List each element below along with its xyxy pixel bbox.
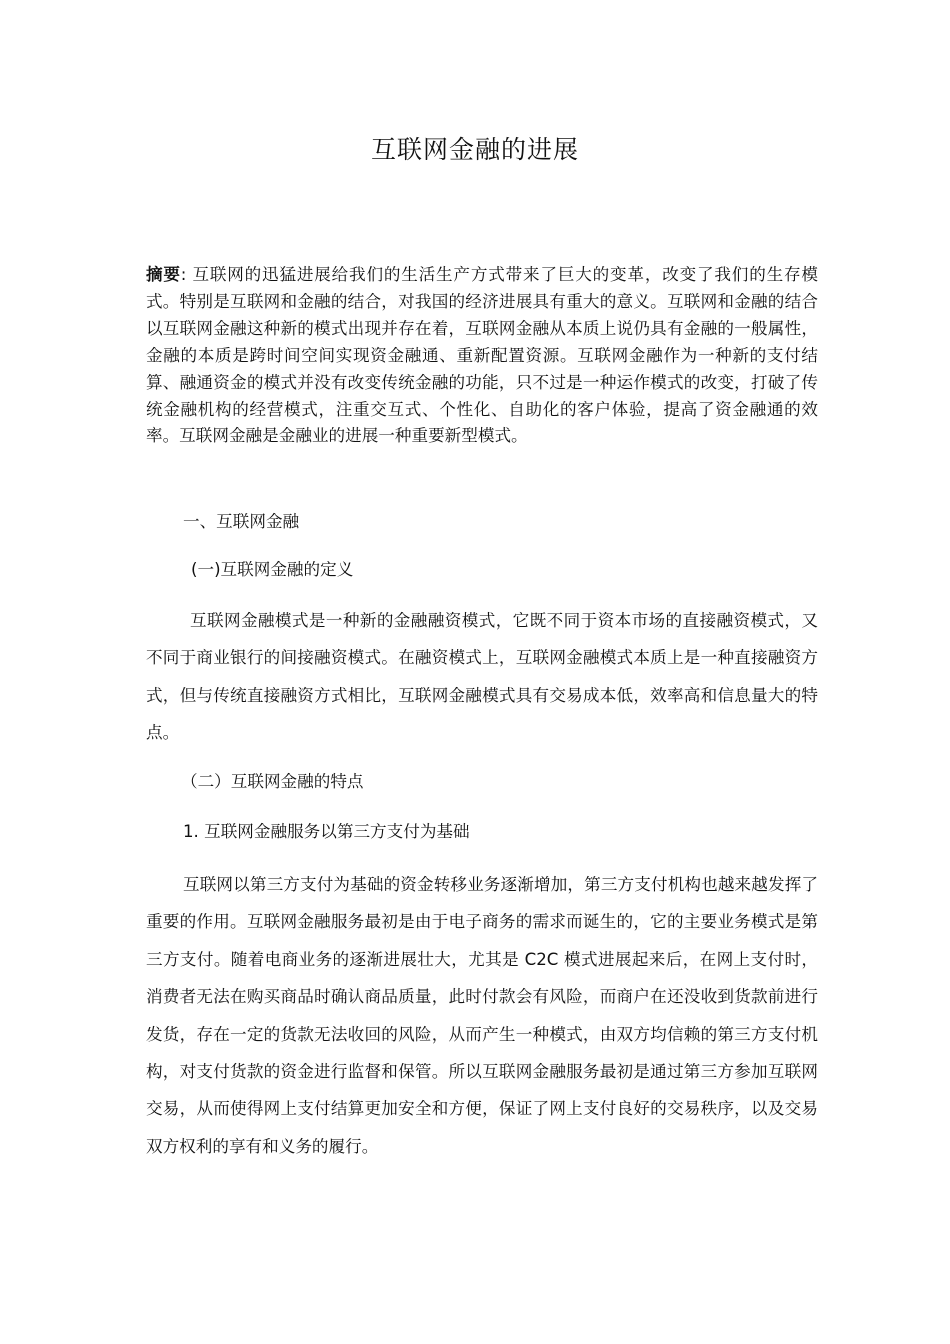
item-heading-third-party-payment: 1. 互联网金融服务以第三方支付为基础 (183, 822, 470, 841)
subsection-heading-definition: (一)互联网金融的定义 (191, 560, 354, 579)
abstract-text: : 互联网的迅猛进展给我们的生活生产方式带来了巨大的变革，改变了我们的生存模式。特别是互联网和金融的结合，对我国的经济进展具有重大的意义。互联网和金融的结合以互联网金融这种新的模式出现并存在着，互联网金融从本质上说仍具有金融的一般属性，金融的本质是跨时间空间实现资金融通、重新配置资源。互联网金融作为一种新的支付结算、融通资金的模式并没有改变传统金融的功能，只不过是一种运作模式的改变，打破了传统金融机构的经营模式，注重交互式、个性化、自助化的客户体验，提高了资金融通的效率。互联网金融是金融业的进展一种重要新型模式。 (146, 265, 818, 446)
document-title: 互联网金融的进展 (370, 135, 579, 164)
definition-paragraph: 互联网金融模式是一种新的金融融资模式，它既不同于资本市场的直接融资模式，又不同于商业银行的间接融资模式。在融资模式上，互联网金融模式本质上是一种直接融资方式，但与传统直接融资方式相比，互联网金融模式具有交易成本低，效率高和信息量大的特点。 (146, 611, 818, 743)
section-heading-1: 一、互联网金融 (183, 512, 300, 531)
third-party-payment-paragraph: 互联网以第三方支付为基础的资金转移业务逐渐增加，第三方支付机构也越来越发挥了重要的作用。互联网金融服务最初是由于电子商务的需求而诞生的，它的主要业务模式是第三方支付。随着电商业务的逐渐进展壮大，尤其是 C2C 模式进展起来后，在网上支付时，消费者无法在购买商品时确认商品质量，此时付款会有风险，而商户在还没收到货款前进行发货，存在一定的货款无法收回的风险，从而产生一种模式，由双方均信赖的第三方支付机构，对支付货款的资金进行监督和保管。所以互联网金融服务最初是通过第三方参加互联网交易，从而使得网上支付结算更加安全和方便，保证了网上支付良好的交易秩序，以及交易双方权利的享有和义务的履行。 (146, 875, 818, 1156)
abstract-paragraph (146, 262, 818, 450)
subsection-heading-features: （二）互联网金融的特点 (181, 772, 364, 791)
abstract-label: 摘要 (146, 265, 181, 284)
